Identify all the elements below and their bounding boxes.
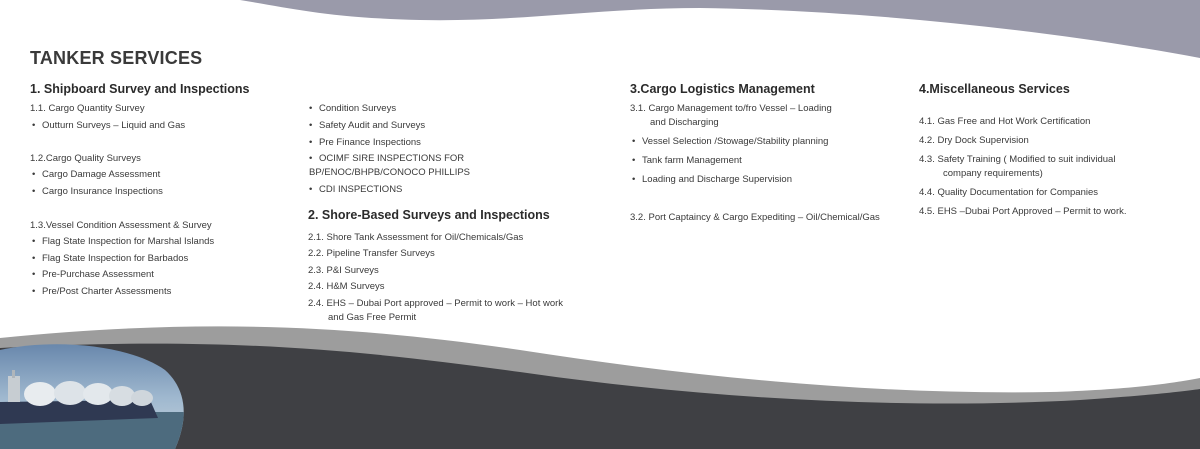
- section-1-heading: 1. Shipboard Survey and Inspections: [30, 82, 250, 96]
- section-1-2-text: 1.2.Cargo Quality Surveys: [30, 153, 141, 164]
- list-item: • Flag State Inspection for Barbados: [32, 252, 188, 265]
- list-item: • Pre-Purchase Assessment: [32, 268, 154, 281]
- page-title: TANKER SERVICES: [30, 48, 203, 68]
- list-item: • Vessel Selection /Stowage/Stability planning: [632, 135, 828, 148]
- list-item: • Safety Audit and Surveys: [309, 119, 425, 132]
- section-4-3-text: 4.3. Safety Training ( Modified to suit individual: [919, 154, 1116, 165]
- section-1-3-text: 1.3.Vessel Condition Assessment & Survey: [30, 220, 212, 231]
- section-2-2-text: 2.2. Pipeline Transfer Surveys: [308, 248, 435, 259]
- list-item-continuation: BP/ENOC/BHPB/CONOCO PHILLIPS: [309, 167, 471, 178]
- section-4-4-text: 4.4. Quality Documentation for Companies: [919, 187, 1099, 198]
- section-4-1-text: 4.1. Gas Free and Hot Work Certification: [919, 116, 1091, 127]
- section-2-1-text: 2.1. Shore Tank Assessment for Oil/Chemicals/Gas: [308, 232, 524, 243]
- section-4-5-text: 4.5. EHS –Dubai Port Approved – Permit to work.: [919, 206, 1127, 217]
- section-2-heading: 2. Shore-Based Surveys and Inspections: [308, 208, 550, 222]
- list-item: • Cargo Damage Assessment: [32, 168, 160, 181]
- list-item: • Flag State Inspection for Marshal Islands: [32, 235, 214, 248]
- section-1-1-text: 1.1. Cargo Quantity Survey: [30, 103, 145, 114]
- list-item: • Pre Finance Inspections: [309, 136, 421, 149]
- section-2-4-text: 2.4. H&M Surveys: [308, 281, 385, 292]
- list-item: • OCIMF SIRE INSPECTIONS FOR: [309, 152, 464, 165]
- list-item: • Tank farm Management: [632, 154, 742, 167]
- section-3-2-text: 3.2. Port Captaincy & Cargo Expediting – Oil/Chemical/Gas: [630, 212, 880, 223]
- list-item: • Outturn Surveys – Liquid and Gas: [32, 119, 185, 132]
- section-3-heading: 3.Cargo Logistics Management: [630, 82, 815, 96]
- section-2-3-text: 2.3. P&I Surveys: [308, 265, 379, 276]
- section-3-1-text: 3.1. Cargo Management to/fro Vessel – Loading: [630, 103, 832, 114]
- list-item: • Condition Surveys: [309, 102, 396, 115]
- section-4-3-continuation: company requirements): [943, 168, 1043, 179]
- section-3-1-continuation: and Discharging: [650, 117, 719, 128]
- list-item: • Loading and Discharge Supervision: [632, 173, 792, 186]
- section-2-4b-text: 2.4. EHS – Dubai Port approved – Permit to work – Hot work: [308, 298, 564, 309]
- section-4-heading: 4.Miscellaneous Services: [919, 82, 1070, 96]
- list-item: • Pre/Post Charter Assessments: [32, 285, 171, 298]
- section-2-4b-continuation: and Gas Free Permit: [328, 312, 417, 323]
- section-4-2-text: 4.2. Dry Dock Supervision: [919, 135, 1029, 146]
- list-item: • CDI INSPECTIONS: [309, 183, 402, 196]
- list-item: • Cargo Insurance Inspections: [32, 185, 163, 198]
